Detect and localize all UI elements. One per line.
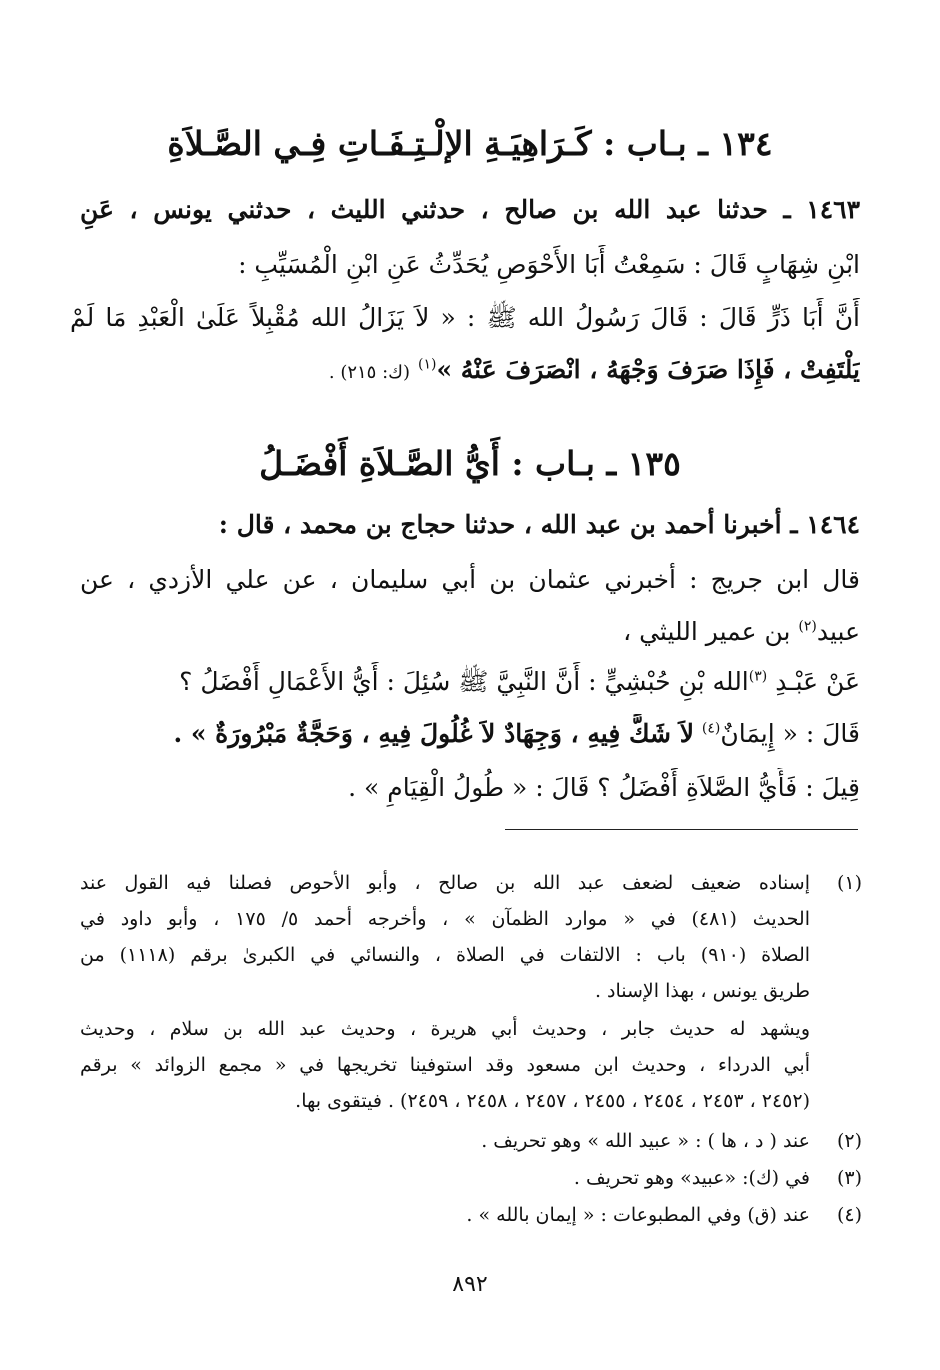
footnote-marker-3: (٣) — [748, 668, 768, 685]
footnote-3 — [80, 1161, 862, 1195]
hadith-1464-question: الله بْنِ حُبْشِيٍّ : أَنَّ النَّبِيَّ ﷺ سُئِلَ : أَيُّ الأَعْمَالِ أَفْضَلُ ؟ — [179, 667, 749, 696]
footnote-1-line-1 — [80, 866, 862, 900]
footnote-3-number: (٣) — [836, 1167, 862, 1189]
chapter-heading-135: ١٣٥ ـ بـاب : أَيُّ الصَّـلاَةِ أَفْضَـلُ — [259, 444, 681, 483]
footnote-4 — [80, 1198, 862, 1232]
footnote-1-line-2: الحديث (٤٨١) في « موارد الظمآن » ، وأخرجه أحمد ٥/ ١٧٥ ، وأبو داود في — [80, 908, 810, 930]
footnote-separator — [505, 829, 858, 830]
hadith-1464-narrator-cont: بن عمير الليثي ، — [623, 617, 791, 646]
footnote-marker-4: (٤) — [701, 720, 721, 737]
footnote-2-text: عند ( د ، ها ) : « عبيد الله » وهو تحريف . — [481, 1130, 810, 1152]
footnote-1-text-1: إسناده ضعيف لضعف عبد الله بن صالح ، وأبو الأحوص فصلنا فيه القول عند — [80, 872, 810, 894]
hadith-1463-line-2: ابْنِ شِهَابٍ قَالَ : سَمِعْتُ أَبَا الأَحْوَصِ يُحَدِّثُ عَنِ ابْنِ الْمُسَيِّبِ : — [238, 250, 860, 279]
footnote-1-number: (١) — [836, 872, 862, 894]
hadith-1464-answer-start: قَالَ : « إِيمَانٌ — [720, 719, 860, 748]
hadith-1464-line-1: ١٤٦٤ ـ أخبرنا أحمد بن عبد الله ، حدثنا حجاج بن محمد ، قال : — [218, 510, 860, 539]
hadith-1464-isnad: عَنْ عَبْـدِ — [775, 667, 860, 696]
footnote-marker-1: (١) — [417, 356, 437, 373]
hadith-1464-narrator: عبيد — [816, 617, 860, 646]
footnote-2 — [80, 1124, 862, 1158]
hadith-1463-line-4 — [80, 350, 860, 393]
footnote-2-number: (٢) — [836, 1130, 862, 1152]
footnote-marker-2: (٢) — [798, 618, 817, 635]
hadith-1463-reference: (ك: ٢١٥) . — [328, 362, 411, 383]
footnote-4-number: (٤) — [836, 1204, 862, 1226]
hadith-1464-line-6: قِيلَ : فَأَيُّ الصَّلاَةِ أَفْضَلُ ؟ قَالَ : « طُولُ الْقِيَامِ » . — [348, 773, 860, 802]
footnote-1-line-6: أبي الدرداء ، وحديث ابن مسعود وقد استوفينا تخريجها في « مجمع الزوائد » برقم — [80, 1054, 810, 1076]
footnote-1-line-5: ويشهد له حديث جابر ، وحديث أبي هريرة ، وحديث عبد الله بن سلام ، وحديث — [80, 1018, 810, 1040]
hadith-1464-line-4 — [70, 662, 860, 702]
footnote-1-line-7: (٢٤٥٢ ، ٢٤٥٣ ، ٢٤٥٤ ، ٢٤٥٥ ، ٢٤٥٧ ، ٢٤٥٨ ، ٢٤٥٩) . فيتقوى بها. — [295, 1090, 810, 1112]
hadith-1463-line-3 — [70, 298, 860, 338]
chapter-heading-134: ١٣٤ ـ بـاب : كَـرَاهِيَـةِ الإلْـتِـفَـاتِ فِـي الصَّـلاَةِ — [167, 124, 773, 163]
footnote-1-line-3: الصلاة (٩١٠) باب : الالتفات في الصلاة ، والنسائي في الكبرىٰ برقم (١١١٨) من — [80, 944, 810, 966]
footnote-4-text: عند (ق) وفي المطبوعات : « إيمان بالله » . — [466, 1204, 810, 1226]
hadith-1464-answer: لاَ شَكَّ فِيهِ ، وَجِهَادٌ لاَ غُلُولَ فِيهِ ، وَحَجَّةٌ مَبْرُورَةٌ » . — [173, 719, 694, 748]
hadith-1464-line-2: قال ابن جريج : أخبرني عثمان بن أبي سليمان ، عن علي الأزدي ، عن — [80, 565, 860, 594]
hadith-1463-matn-end: يَلْتَفِتْ ، فَإِذَا صَرَفَ وَجْهَهُ ، انْصَرَفَ عَنْهُ » — [436, 355, 860, 384]
hadith-1463-line-3-text: أَنَّ أَبَا ذَرٍّ قَالَ : قَالَ رَسُولُ الله ﷺ : « لاَ يَزَالُ الله مُقْبِلاً عَلَىٰ الْعَبْدِ مَا لَمْ — [70, 303, 860, 332]
hadith-1464-line-5 — [70, 714, 860, 754]
hadith-1463-line-1: ١٤٦٣ ـ حدثنا عبد الله بن صالح ، حدثني الليث ، حدثني يونس ، عَنِ — [80, 195, 860, 224]
footnote-1-line-4: طريق يونس ، بهذا الإسناد . — [594, 980, 810, 1002]
footnote-3-text: في (ك): «عبيد» وهو تحريف . — [573, 1167, 810, 1189]
page-number: ٨٩٢ — [452, 1272, 488, 1297]
hadith-1464-line-3 — [80, 612, 860, 652]
